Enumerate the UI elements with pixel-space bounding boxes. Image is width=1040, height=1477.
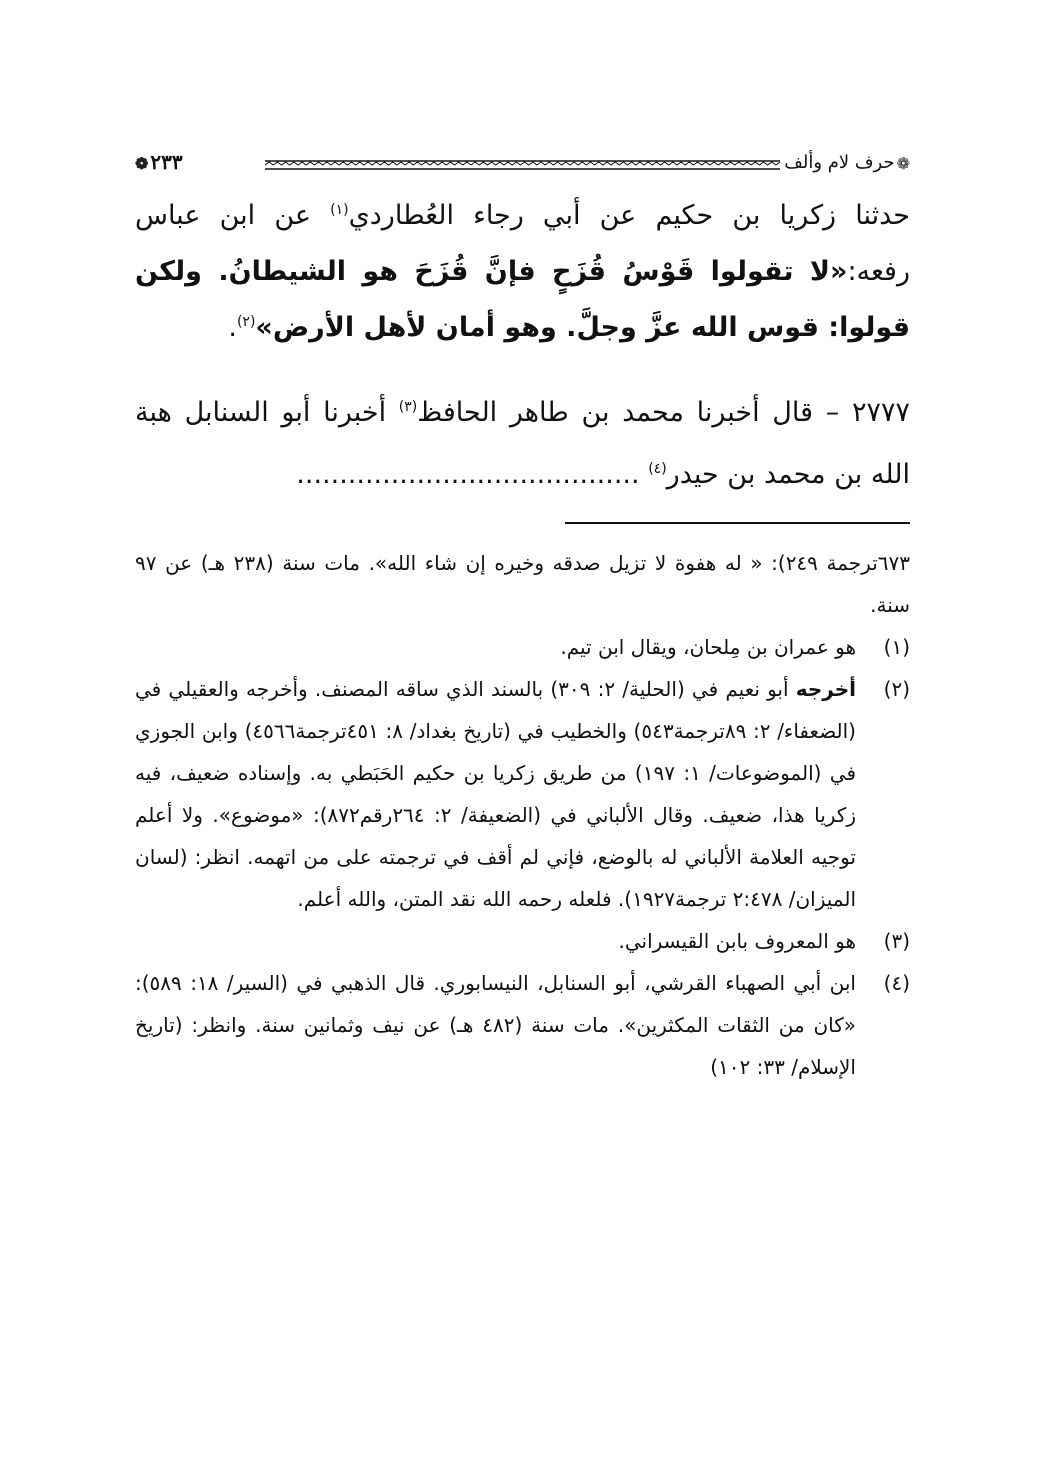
entry-chain-start: ٢٧٧٧ – قال أخبرنا محمد بن طاهر الحافظ <box>417 397 910 428</box>
hadith-entry <box>135 382 910 506</box>
footnote-body: أبو نعيم في (الحلية/ ٢: ٣٠٩) بالسند الذي ساقه المصنف. وأخرجه والعقيلي في (الضعفاء/ ٢: ٨٩ترجمة٥٤٣) والخطيب في (تاريخ بغداد/ ٨: ٤٥١ترجمة٤٥٦٦) وابن الجوزي في (الموضوعات/ ١: ١٩٧) من طريق زكريا بن حكيم الحَبَطي به. وإسناده ضعيف، فيه زكريا هذا، ضعيف. وقال الألباني في (الضعيفة/ ٢: ٢٦٤رقم٨٧٢): «موضوع». ولا أعلم توجيه العلامة الألباني له بالوضع، فإني لم أقف في ترجمته على من اتهمه. انظر: (لسان الميزان/ ٢:٤٧٨ ترجمة١٩٢٧). فلعله رحمه الله نقد المتن، والله أعلم. <box>135 677 857 911</box>
footnote-separator <box>565 522 910 524</box>
footnote-text <box>135 920 856 962</box>
footnote-number: (٣) <box>883 929 910 953</box>
footnote-ref[interactable]: (٤) <box>648 461 667 477</box>
running-header <box>135 138 910 178</box>
chapter-title-group <box>784 154 910 178</box>
continuation-dots: ........................................ <box>296 459 649 490</box>
narration-paragraph <box>135 188 910 356</box>
header-divider <box>265 160 780 170</box>
footnote-text <box>135 668 856 920</box>
footnote-number: (٢) <box>883 677 910 701</box>
footnote-item <box>135 668 910 920</box>
footnote-continuation: ٦٧٣ترجمة ٢٤٩): « له هفوة لا تزيل صدقه وخيره إن شاء الله». مات سنة (٢٣٨ هـ) عن ٩٧ سنة. <box>135 551 910 617</box>
book-page <box>135 138 910 1088</box>
main-text <box>135 188 910 506</box>
hadith-text: «لا تقولوا قَوْسُ قُزَحٍ فإنَّ قُزَحَ هو الشيطانُ. ولكن قولوا: قوس الله عزَّ وجلَّ. وهو أمان لأهل الأرض» <box>135 256 910 343</box>
footnote-item <box>135 962 910 1088</box>
ornament-icon: ❁ <box>896 154 910 173</box>
hadith-end: . <box>228 312 237 343</box>
footnote-item <box>135 626 910 668</box>
entry-chain-middle: أخبرنا أبو السنابل هبة الله بن محمد بن حيدر <box>135 397 910 490</box>
narration-chain: حدثنا زكريا بن حكيم عن أبي رجاء العُطاردي <box>348 200 910 231</box>
footnote-ref[interactable]: (٣) <box>398 399 418 415</box>
footnote-body: هو عمران بن مِلحان، ويقال ابن تيم. <box>560 635 856 659</box>
page-number: ٢٣٣ <box>150 150 183 174</box>
footnote-text <box>135 962 856 1088</box>
footnote-number: (١) <box>883 635 910 659</box>
footnote-body: هو المعروف بابن القيسراني. <box>618 929 856 953</box>
footnote-text <box>135 626 856 668</box>
footnote-ref[interactable]: (٢) <box>236 314 256 330</box>
footnote-lead: أخرجه <box>795 677 856 701</box>
narration-tail: عن ابن عباس رفعه: <box>135 200 910 287</box>
page-number-group <box>135 152 183 178</box>
footnote-number: (٤) <box>883 971 910 995</box>
footnote-body: ابن أبي الصهباء القرشي، أبو السنابل، النيسابوري. قال الذهبي في (السير/ ١٨: ٥٨٩): «كان من الثقات المكثرين». مات سنة (٤٨٢ هـ) عن نيف وثمانين سنة. وانظر: (تاريخ الإسلام/ ٣٣: ١٠٢) <box>135 971 857 1079</box>
footnote-item <box>135 920 910 962</box>
chapter-title: حرف لام وألف <box>784 152 895 173</box>
footnote-ref[interactable]: (١) <box>330 202 349 218</box>
footnotes-section <box>135 542 910 1088</box>
ornament-icon: ❁ <box>135 154 149 173</box>
